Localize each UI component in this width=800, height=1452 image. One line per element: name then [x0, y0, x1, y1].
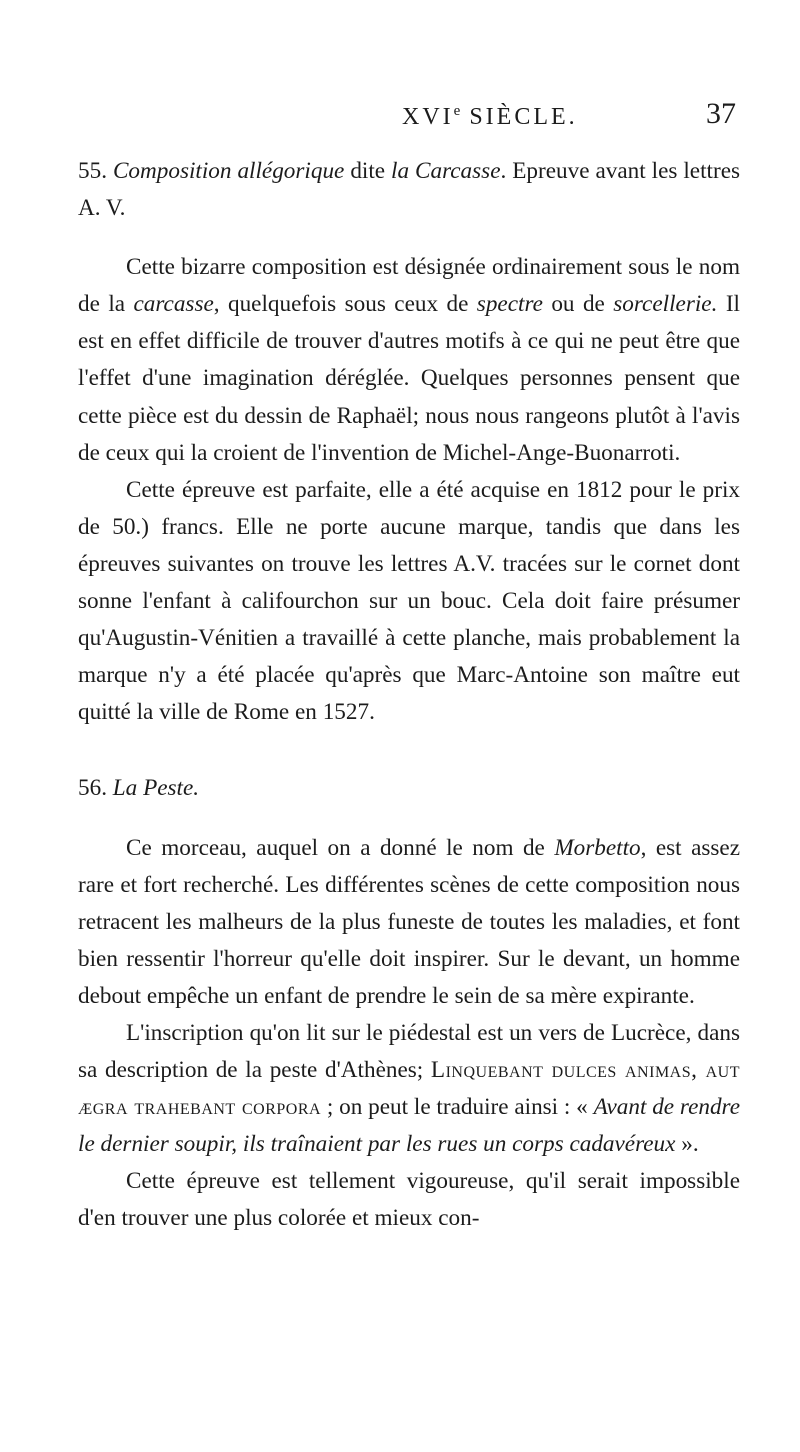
text-run: Il est en effet difficile de trouver d'autres motifs à ce qui ne peut être que l'effet d'une imagination déréglée. Quelques personnes pensent que cette pièce est du dessin de Raphaël; nous nous rangeons plutôt à l'avis de ceux qui la croient de l'invention de Michel-Ange-Buonarroti. — [78, 291, 740, 466]
text-run: ou de — [542, 291, 614, 318]
text-run: Cette bizarre composition est désignée ordinairement sous le nom de la — [78, 254, 740, 318]
century-numeral: XVI — [402, 104, 454, 130]
text-run: ; on peut le traduire ainsi : « — [321, 1094, 594, 1121]
entry-56-title: La Peste. — [112, 775, 200, 802]
century-heading — [402, 103, 578, 131]
entry-56-paragraph-3: Cette épreuve est tellement vigoureuse, qu'il serait impossible d'en trouver une plus colorée et mieux con- — [78, 1168, 740, 1232]
entry-55-paragraph-1 — [78, 249, 740, 472]
century-superscript: e — [453, 103, 461, 119]
entry-55-title-name: la Carcasse — [391, 158, 501, 184]
text-run: , est assez rare et fort recherché. Les différentes scènes de cette composition nous retracent les malheurs de la plus funeste de toutes les maladies, et font bien ressentir l'horreur qu'elle doit inspirer. Sur le devant, un homme debout empêche un enfant de prendre le sein de sa mère expirante. — [78, 834, 741, 1009]
text-run: L'inscription qu'on lit sur le piédestal est un vers de Lucrèce, dans sa description de la peste d'Athènes; — [78, 1019, 740, 1084]
entry-55-number: 55. — [78, 158, 107, 184]
entry-56-number: 56. — [78, 775, 107, 802]
page-body — [78, 153, 740, 1238]
entry-56-paragraph-1 — [78, 830, 740, 1015]
entry-56-paragraph-2 — [78, 1015, 740, 1163]
century-word: SIÈCLE. — [460, 104, 578, 130]
entry-56-heading — [78, 770, 740, 807]
text-run: , quelquefois sous ceux de — [213, 291, 477, 318]
latin-quotation: Linquebant dulces animas, aut ægra trahebant corpora — [78, 1057, 740, 1121]
text-run: ». — [675, 1131, 699, 1158]
entry-55-heading — [78, 153, 740, 227]
term-carcasse: carcasse — [133, 291, 214, 318]
entry-55-state: . Epreuve avant les lettres A. V. — [78, 158, 741, 222]
page-number: 37 — [706, 97, 736, 130]
entry-55-dite: dite — [344, 158, 392, 184]
term-morbetto: Morbetto — [554, 834, 641, 861]
entry-55-paragraph-2: Cette épreuve est parfaite, elle a été acquise en 1812 pour le prix de 50.) francs. Elle ne porte aucune marque, tandis que dans les épreuves suivantes on trouve les lettres A.V. tracées sur le cornet dont sonne l'enfant à califourchon sur un bouc. Cela doit faire présumer qu'Augustin-Vénitien a travaillé à cette planche, mais probablement la marque n'y a été placée qu'après que Marc-Antoine son maître eut quitté la ville de Rome en 1527. — [78, 476, 740, 726]
running-head — [0, 97, 800, 139]
term-spectre: spectre — [476, 291, 543, 318]
translation: Avant de rendre le dernier soupir, ils traînaient par les rues un corps cadavéreux — [78, 1094, 740, 1158]
term-sorcellerie: sorcellerie. — [613, 291, 718, 318]
text-run: Ce morceau, auquel on a donné le nom de — [126, 834, 555, 861]
entry-55-title: Composition allégorique — [112, 158, 345, 184]
